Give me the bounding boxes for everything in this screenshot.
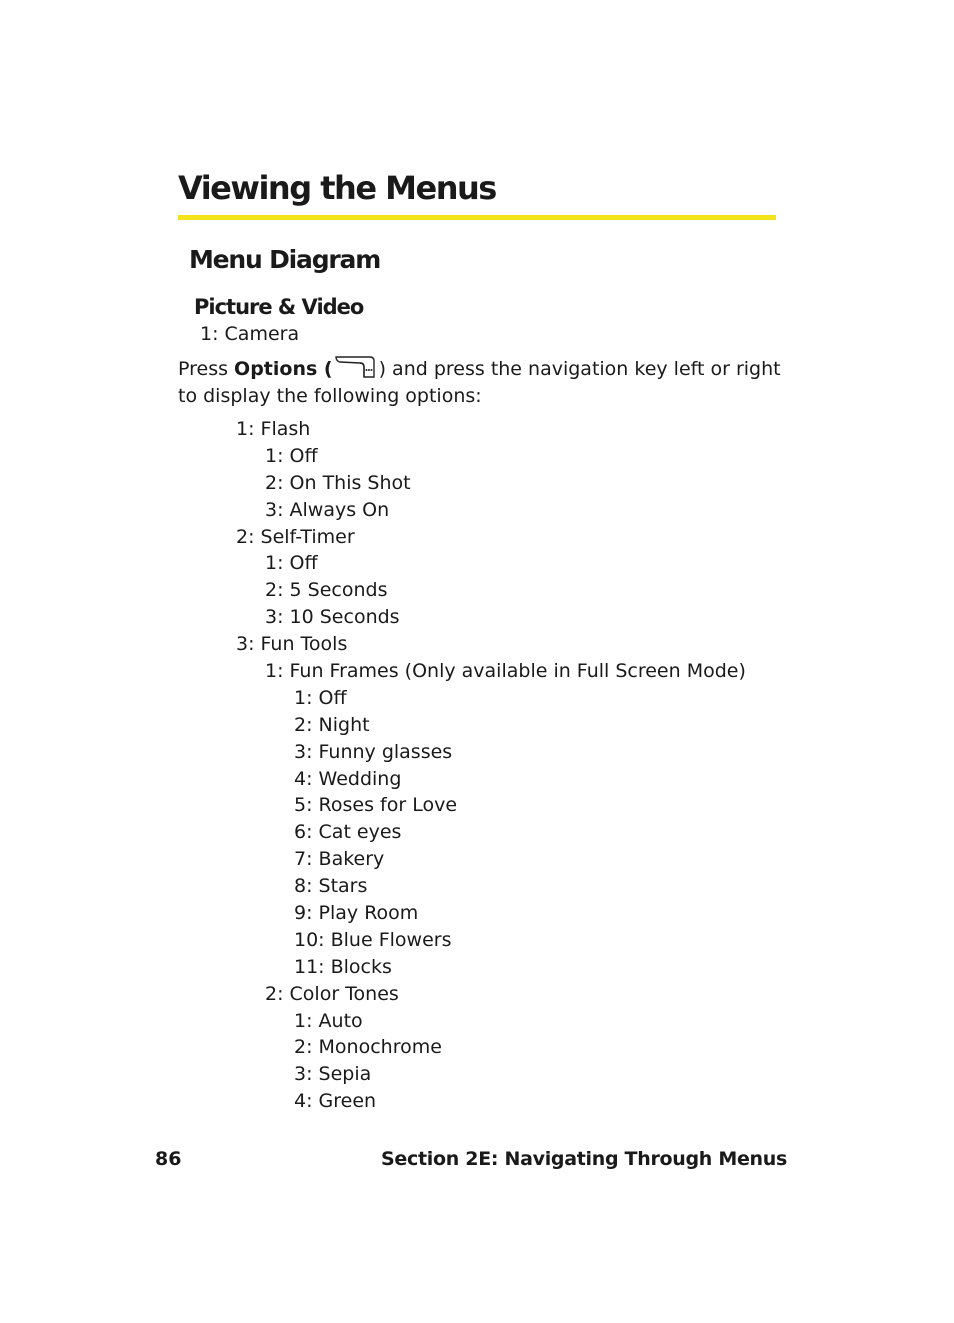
- intro-line-1: [178, 354, 781, 383]
- menu-item-level-3: 5: Roses for Love: [294, 794, 458, 817]
- menu-item-level-3: 7: Bakery: [294, 848, 385, 871]
- camera-menu-item: 1: Camera: [200, 323, 300, 345]
- menu-item-level-2: 2: On This Shot: [265, 471, 411, 494]
- menu-item-level-2: 1: Off: [265, 552, 318, 575]
- menu-item-level-3: 3: Funny glasses: [294, 740, 453, 763]
- subsection-heading: Picture & Video: [194, 295, 364, 319]
- menu-item-level-3: 1: Off: [294, 686, 347, 709]
- menu-item-level-1: 2: Self-Timer: [236, 525, 355, 548]
- page-number: 86: [155, 1148, 182, 1170]
- menu-item-level-3: 4: Wedding: [294, 767, 402, 790]
- menu-item-level-2: 3: Always On: [265, 498, 390, 521]
- menu-item-level-3: 8: Stars: [294, 875, 368, 898]
- intro-line-2: to display the following options:: [178, 385, 482, 407]
- menu-item-level-2: 2: 5 Seconds: [265, 579, 388, 602]
- menu-item-level-1: 3: Fun Tools: [236, 633, 348, 656]
- menu-item-level-1: 1: Flash: [236, 418, 311, 440]
- menu-item-level-3: 1: Auto: [294, 1009, 363, 1032]
- menu-item-level-2: 3: 10 Seconds: [265, 606, 400, 629]
- menu-item-level-3: 3: Sepia: [294, 1063, 372, 1086]
- options-label: Options (: [234, 358, 333, 380]
- section-heading: Menu Diagram: [189, 245, 381, 274]
- title-underline: [178, 215, 776, 220]
- menu-item-level-3: 9: Play Room: [294, 902, 419, 925]
- menu-item-level-2: 2: Color Tones: [265, 982, 399, 1005]
- menu-item-level-3: 2: Night: [294, 713, 370, 736]
- menu-item-level-3: 10: Blue Flowers: [294, 928, 452, 951]
- menu-item-level-2: 1: Off: [265, 444, 318, 467]
- menu-item-level-2: 1: Fun Frames (Only available in Full Screen Mode): [265, 660, 746, 683]
- intro-press-text: Press: [178, 358, 235, 380]
- menu-item-level-3: 6: Cat eyes: [294, 821, 402, 844]
- menu-item-level-3: 11: Blocks: [294, 955, 392, 978]
- intro-after-icon-text: ) and press the navigation key left or right: [378, 358, 781, 380]
- options-softkey-icon: [334, 354, 378, 380]
- intro-paragraph: [178, 354, 781, 410]
- menu-item-level-3: 4: Green: [294, 1090, 377, 1113]
- page-title: Viewing the Menus: [178, 169, 496, 207]
- menu-tree: [0, 416, 746, 1115]
- menu-item-level-3: 2: Monochrome: [294, 1036, 442, 1059]
- section-footer: Section 2E: Navigating Through Menus: [381, 1148, 787, 1170]
